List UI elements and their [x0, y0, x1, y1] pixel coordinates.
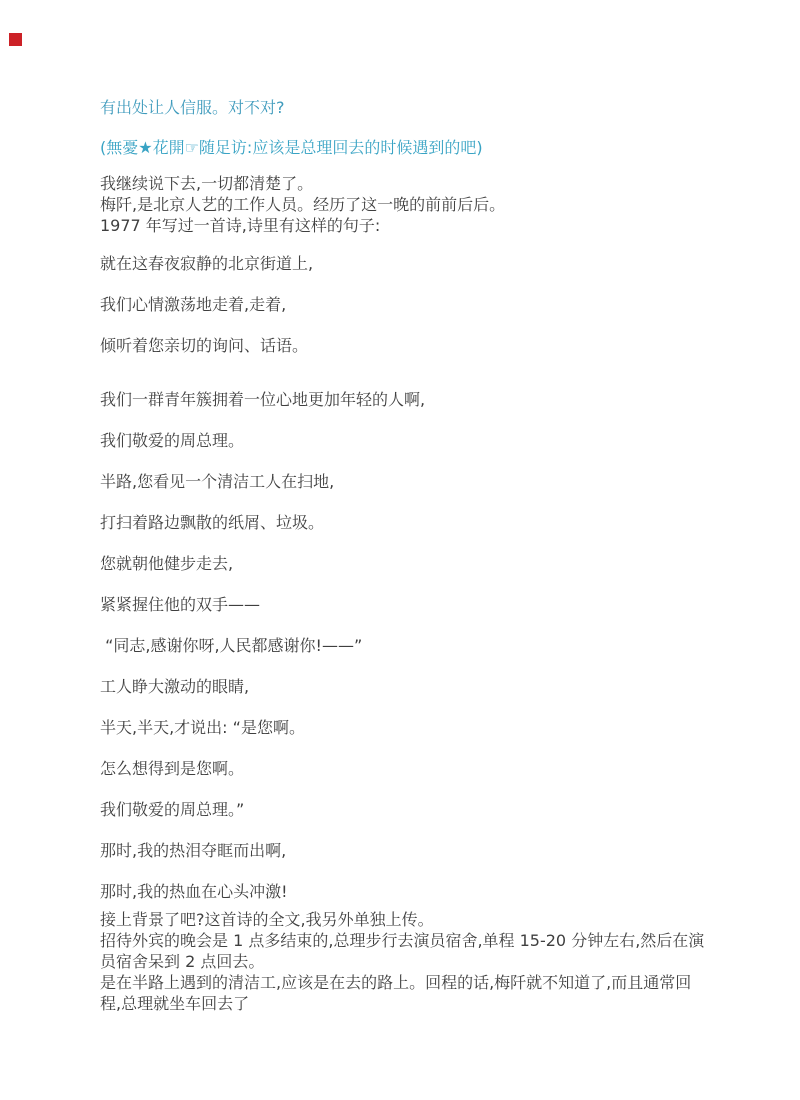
- outro-block: [100, 909, 710, 1014]
- intro-block: [100, 173, 710, 236]
- poem-line: 就在这春夜寂静的北京街道上,: [100, 254, 314, 273]
- outro-paragraph: 接上背景了吧?这首诗的全文,我另外单独上传。: [100, 910, 434, 929]
- poem-line: 我们心情激荡地走着,走着,: [100, 295, 287, 314]
- poem-line: 半天,半天,才说出: “是您啊。: [100, 718, 305, 737]
- poem-line: 半路,您看见一个清洁工人在扫地,: [100, 472, 335, 491]
- intro-line: 梅阡,是北京人艺的工作人员。经历了这一晚的前前后后。: [100, 195, 506, 214]
- poem-block: [100, 253, 710, 902]
- intro-line: 我继续说下去,一切都清楚了。: [100, 174, 314, 193]
- poem-line: 我们敬爱的周总理。”: [100, 800, 245, 819]
- intro-line: 1977 年写过一首诗,诗里有这样的句子:: [100, 216, 381, 235]
- outro-paragraph: 招待外宾的晚会是 1 点多结束的,总理步行去演员宿舍,单程 15-20 分钟左右,然后在演员宿舍呆到 2 点回去。: [100, 931, 705, 971]
- outro-paragraph: 是在半路上遇到的清洁工,应该是在去的路上。回程的话,梅阡就不知道了,而且通常回程,总理就坐车回去了: [100, 973, 692, 1013]
- poem-line: 打扫着路边飘散的纸屑、垃圾。: [100, 513, 325, 532]
- poem-line: 怎么想得到是您啊。: [100, 759, 245, 778]
- poem-line: 我们一群青年簇拥着一位心地更加年轻的人啊,: [100, 390, 426, 409]
- poem-line: 那时,我的热血在心头冲激!: [100, 882, 288, 901]
- poem-line: 我们敬爱的周总理。: [100, 431, 245, 450]
- red-square-marker: [9, 33, 22, 46]
- poem-line: “同志,感谢你呀,人民都感谢你!——”: [100, 636, 363, 655]
- reply-note: (無憂★花開☞随足访:应该是总理回去的时候遇到的吧): [100, 138, 483, 157]
- poem-line: 倾听着您亲切的询问、话语。: [100, 336, 309, 355]
- poem-line: 您就朝他健步走去,: [100, 554, 234, 573]
- post-heading: 有出处让人信服。对不对?: [100, 98, 285, 117]
- poem-line: 紧紧握住他的双手——: [100, 595, 261, 614]
- poem-line: 工人睁大激动的眼睛,: [100, 677, 250, 696]
- poem-line: 那时,我的热泪夺眶而出啊,: [100, 841, 287, 860]
- document-page: [100, 97, 710, 1014]
